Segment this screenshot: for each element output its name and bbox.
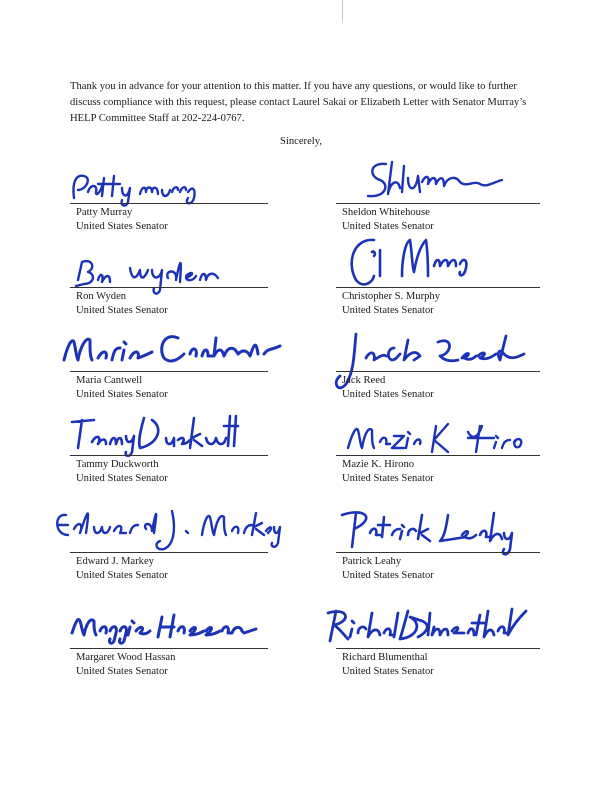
- signer-name: Patrick Leahy: [342, 556, 402, 567]
- signer-title: United States Senator: [342, 666, 434, 677]
- signature-line: [70, 287, 268, 288]
- signer-title: United States Senator: [76, 221, 168, 232]
- signature-line: [336, 455, 540, 456]
- signature-line: [336, 648, 540, 649]
- signature-line: [336, 371, 540, 372]
- signer-title: United States Senator: [342, 570, 434, 581]
- signature-murray: [68, 168, 208, 208]
- letter-intro-paragraph: Thank you in advance for your attention to this matter. If you have any questions, or would like to further discuss compliance with this request, please contact Laurel Sakai or Elizabeth Letter with Senator Murray’s HELP Committee Staff at 202-224-0767.: [70, 81, 527, 124]
- signer-name: Tammy Duckworth: [76, 459, 159, 470]
- signature-cantwell: [58, 324, 298, 372]
- signer-name: Ron Wyden: [76, 291, 127, 302]
- signer-title: United States Senator: [76, 570, 168, 581]
- signer-title: United States Senator: [76, 473, 168, 484]
- signer-name: Jack Reed: [342, 375, 386, 386]
- signer-name: Maria Cantwell: [76, 375, 143, 386]
- signature-line: [70, 552, 268, 553]
- signer-title: United States Senator: [342, 305, 434, 316]
- signer-name: Christopher S. Murphy: [342, 291, 440, 302]
- signer-title: United States Senator: [342, 221, 434, 232]
- signature-line: [336, 203, 540, 204]
- signer-name: Patty Murray: [76, 207, 133, 218]
- signature-blumenthal: [322, 603, 532, 647]
- signature-line: [336, 552, 540, 553]
- scan-mark: [342, 0, 343, 22]
- signer-name: Mazie K. Hirono: [342, 459, 415, 470]
- signer-title: United States Senator: [76, 305, 168, 316]
- signer-title: United States Senator: [342, 389, 434, 400]
- signer-name: Margaret Wood Hassan: [76, 652, 176, 663]
- signer-title: United States Senator: [342, 473, 434, 484]
- signature-line: [70, 455, 268, 456]
- signer-name: Edward J. Markey: [76, 556, 154, 567]
- signature-murphy: [344, 232, 504, 294]
- signer-name: Sheldon Whitehouse: [342, 207, 430, 218]
- signature-line: [70, 648, 268, 649]
- signature-whitehouse: [356, 158, 516, 208]
- signature-line: [70, 203, 268, 204]
- signature-duckworth: [68, 408, 258, 462]
- signature-hassan: [66, 607, 266, 647]
- signer-title: United States Senator: [76, 666, 168, 677]
- letter-closing: Sincerely,: [280, 136, 322, 147]
- signature-line: [336, 287, 540, 288]
- signature-hirono: [344, 412, 544, 456]
- signature-line: [70, 371, 268, 372]
- signature-markey: [52, 499, 282, 555]
- signer-title: United States Senator: [76, 389, 168, 400]
- signer-name: Richard Blumenthal: [342, 652, 428, 663]
